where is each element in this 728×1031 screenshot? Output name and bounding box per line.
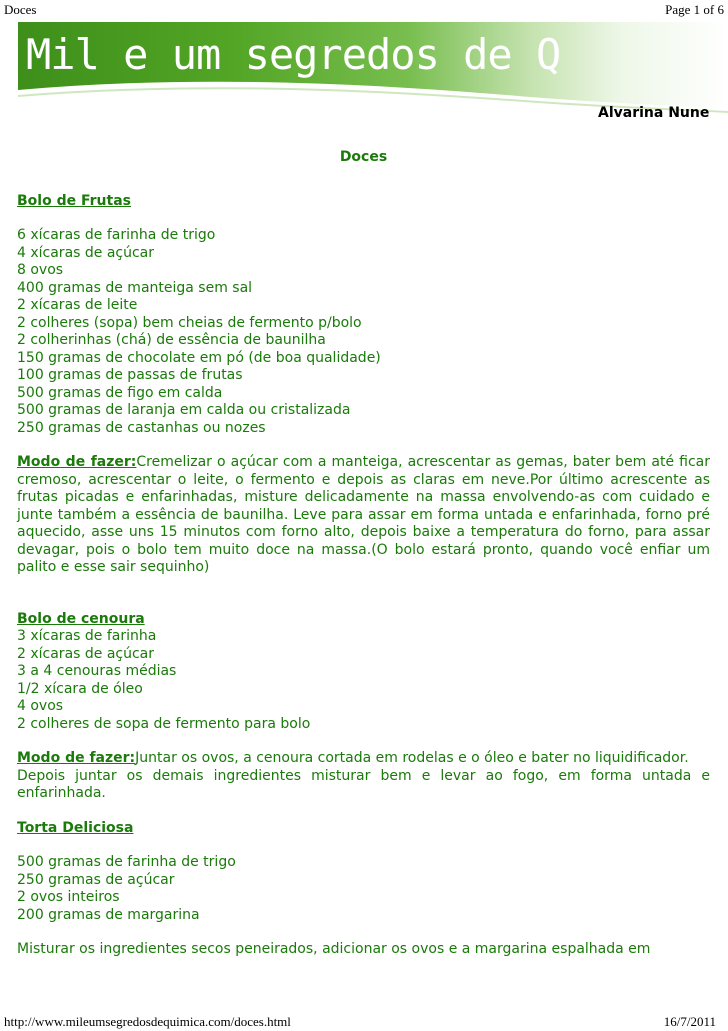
method-text: Juntar os ovos, a cenoura cortada em rodelas e o óleo e bater no liquidificador. bbox=[135, 750, 689, 766]
ingredient-item: 3 a 4 cenouras médias bbox=[17, 663, 177, 679]
recipe-title-bolo-cenoura[interactable]: Bolo de cenoura bbox=[17, 610, 145, 627]
ingredient-list bbox=[17, 854, 710, 924]
page-content bbox=[17, 140, 710, 959]
print-header bbox=[0, 0, 728, 20]
ingredient-item: 100 gramas de passas de frutas bbox=[17, 367, 243, 383]
ingredient-item: 400 gramas de manteiga sem sal bbox=[17, 279, 253, 296]
recipe-title-bolo-frutas[interactable]: Bolo de Frutas bbox=[17, 192, 131, 209]
ingredient-item: 200 gramas de margarina bbox=[17, 906, 200, 923]
ingredient-item: 500 gramas de farinha de trigo bbox=[17, 854, 236, 870]
ingredient-item: 2 colherinhas (chá) de essência de baunilha bbox=[17, 332, 326, 348]
page-indicator: Page 1 of 6 bbox=[665, 2, 724, 17]
ingredient-item: 500 gramas de laranja em calda ou cristalizada bbox=[17, 402, 351, 418]
print-header-title: Doces bbox=[4, 2, 37, 17]
ingredient-item: 2 xícaras de açúcar bbox=[17, 645, 155, 662]
footer-url: http://www.mileumsegredosdequimica.com/doces.html bbox=[4, 1014, 291, 1029]
ingredient-item: 8 ovos bbox=[17, 262, 64, 278]
page-heading: Doces bbox=[339, 149, 388, 165]
method-text: Cremelizar o açúcar com a manteiga, acrescentar as gemas, bater bem até ficar cremoso, acrescentar o leite, o fermento e depois as claras em neve.Por último acrescente as frutas picadas e enfarinhadas, misture delicadamente na massa envolvendo-as com cuidado e junte também a essência de baunilha. Leve para assar em forma untada e enfarinhada, forno pré aquecido, asse uns 15 minutos com forno alto, depois baixe a temperatura do forno, para assar devagar, pois o bolo tem muito doce na massa.(O bolo estará pronto, quando você enfiar um palito e esse sair sequinho) bbox=[17, 454, 710, 575]
banner-title: Mil e um segredos de Q bbox=[26, 30, 561, 79]
ingredient-item: 4 ovos bbox=[17, 698, 64, 714]
ingredient-list bbox=[17, 227, 710, 437]
print-footer bbox=[0, 1014, 728, 1031]
footer-date: 16/7/2011 bbox=[663, 1014, 716, 1029]
method-paragraph bbox=[17, 750, 710, 768]
ingredient-item: 2 ovos inteiros bbox=[17, 889, 120, 905]
recipe-title-torta-deliciosa[interactable]: Torta Deliciosa bbox=[17, 819, 134, 836]
ingredient-list bbox=[17, 628, 710, 733]
ingredient-item: 150 gramas de chocolate em pó (de boa qualidade) bbox=[17, 349, 381, 366]
ingredient-item: 4 xícaras de açúcar bbox=[17, 244, 155, 261]
method-label: Modo de fazer: bbox=[17, 750, 136, 766]
ingredient-item: 3 xícaras de farinha bbox=[17, 628, 157, 644]
ingredient-item: 2 xícaras de leite bbox=[17, 297, 138, 313]
method-label: Modo de fazer: bbox=[17, 454, 137, 470]
ingredient-item: 500 gramas de figo em calda bbox=[17, 384, 223, 401]
banner-author: Alvarina Nune bbox=[598, 105, 710, 118]
ingredient-item: 2 colheres de sopa de fermento para bolo bbox=[17, 715, 311, 732]
method-paragraph-continued: Depois juntar os demais ingredientes misturar bem e levar ao fogo, em forma untada e enfarinhada. bbox=[17, 767, 710, 801]
ingredient-item: 250 gramas de açúcar bbox=[17, 871, 175, 888]
ingredient-item: 2 colheres (sopa) bem cheias de fermento p/bolo bbox=[17, 314, 362, 331]
ingredient-item: 6 xícaras de farinha de trigo bbox=[17, 227, 216, 243]
method-paragraph bbox=[17, 454, 710, 577]
site-banner bbox=[18, 22, 728, 118]
ingredient-item: 250 gramas de castanhas ou nozes bbox=[17, 419, 266, 436]
method-paragraph: Misturar os ingredientes secos peneirados, adicionar os ovos e a margarina espalhada em bbox=[17, 941, 651, 957]
ingredient-item: 1/2 xícara de óleo bbox=[17, 680, 143, 697]
